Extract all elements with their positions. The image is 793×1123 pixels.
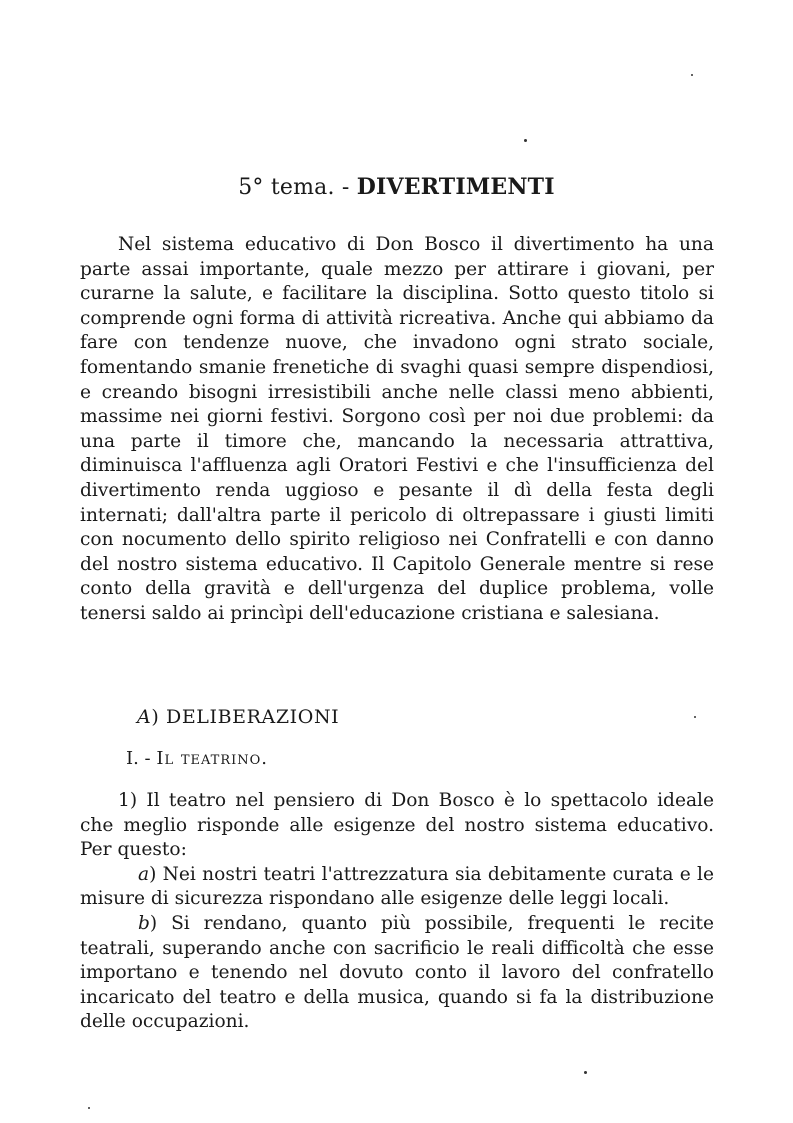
item-a-paragraph (80, 863, 714, 912)
intro-paragraph: Nel sistema educativo di Don Bosco il divertimento ha una parte assai importante, quale mezzo per attirare i giovani, per curarne la salute, e facilitare la disciplina. Sotto questo titolo si comprende ogni forma di attività ricreativa. Anche qui abbiamo da fare con tendenze nuove, che invadono ogni strato sociale, fomentando smanie frenetiche di svaghi quasi sempre dispendiosi, e creando bisogni irresistibili anche nelle classi meno abbienti, massime nei giorni festivi. Sorgono così per noi due problemi: da una parte il timore che, mancando la necessaria attrattiva, diminuisca l'affluenza agli Oratori Festivi e che l'insufficienza del divertimento renda uggioso e pesante il dì della festa degli internati; dall'altra parte il pericolo di oltrepassare i giusti limiti con nocumento dello spirito religioso nei Confratelli e con danno del nostro sistema educativo. Il Capitolo Generale mentre si rese conto della gravità e dell'urgenza del duplice problema, volle tenersi saldo ai princìpi dell'educazione cristiana e salesiana. (80, 234, 714, 624)
item-b-text: ) Si rendano, quanto più possibile, frequenti le recite teatrali, superando anche con sacrificio le reali difficoltà che esse importano e tenendo nel dovuto conto il lavoro del confratello incaricato del teatro e della musica, quando si fa la distribuzione delle occupazioni. (80, 912, 714, 1033)
subsection-heading-teatrino (126, 748, 268, 769)
title-main: DIVERTIMENTI (356, 174, 555, 200)
title-prefix: 5° tema. - (238, 175, 357, 200)
item-a-text: ) Nei nostri teatri l'attrezzatura sia debitamente curata e le misure di sicurezza rispondano alle esigenze delle leggi locali. (80, 863, 714, 910)
print-speck (694, 716, 696, 718)
item-a-label: a (138, 863, 150, 885)
intro-block (80, 233, 714, 627)
page-title (0, 174, 793, 200)
subsection-title: Il teatrino. (156, 748, 269, 769)
print-speck (524, 139, 527, 142)
body-block (80, 789, 714, 1035)
print-speck (691, 74, 693, 76)
section-heading-deliberazioni (137, 706, 339, 728)
subsection-number: I. - (126, 748, 157, 769)
point-1-paragraph: 1) Il teatro nel pensiero di Don Bosco è lo spettacolo ideale che meglio risponde alle esigenze del nostro sistema educativo. Per questo: (80, 790, 714, 861)
item-b-paragraph (80, 912, 714, 1035)
item-b-label: b (138, 912, 150, 934)
print-speck (88, 1107, 90, 1109)
section-letter: A (137, 706, 152, 728)
print-speck (584, 1071, 587, 1074)
section-title: ) DELIBERAZIONI (151, 706, 340, 728)
